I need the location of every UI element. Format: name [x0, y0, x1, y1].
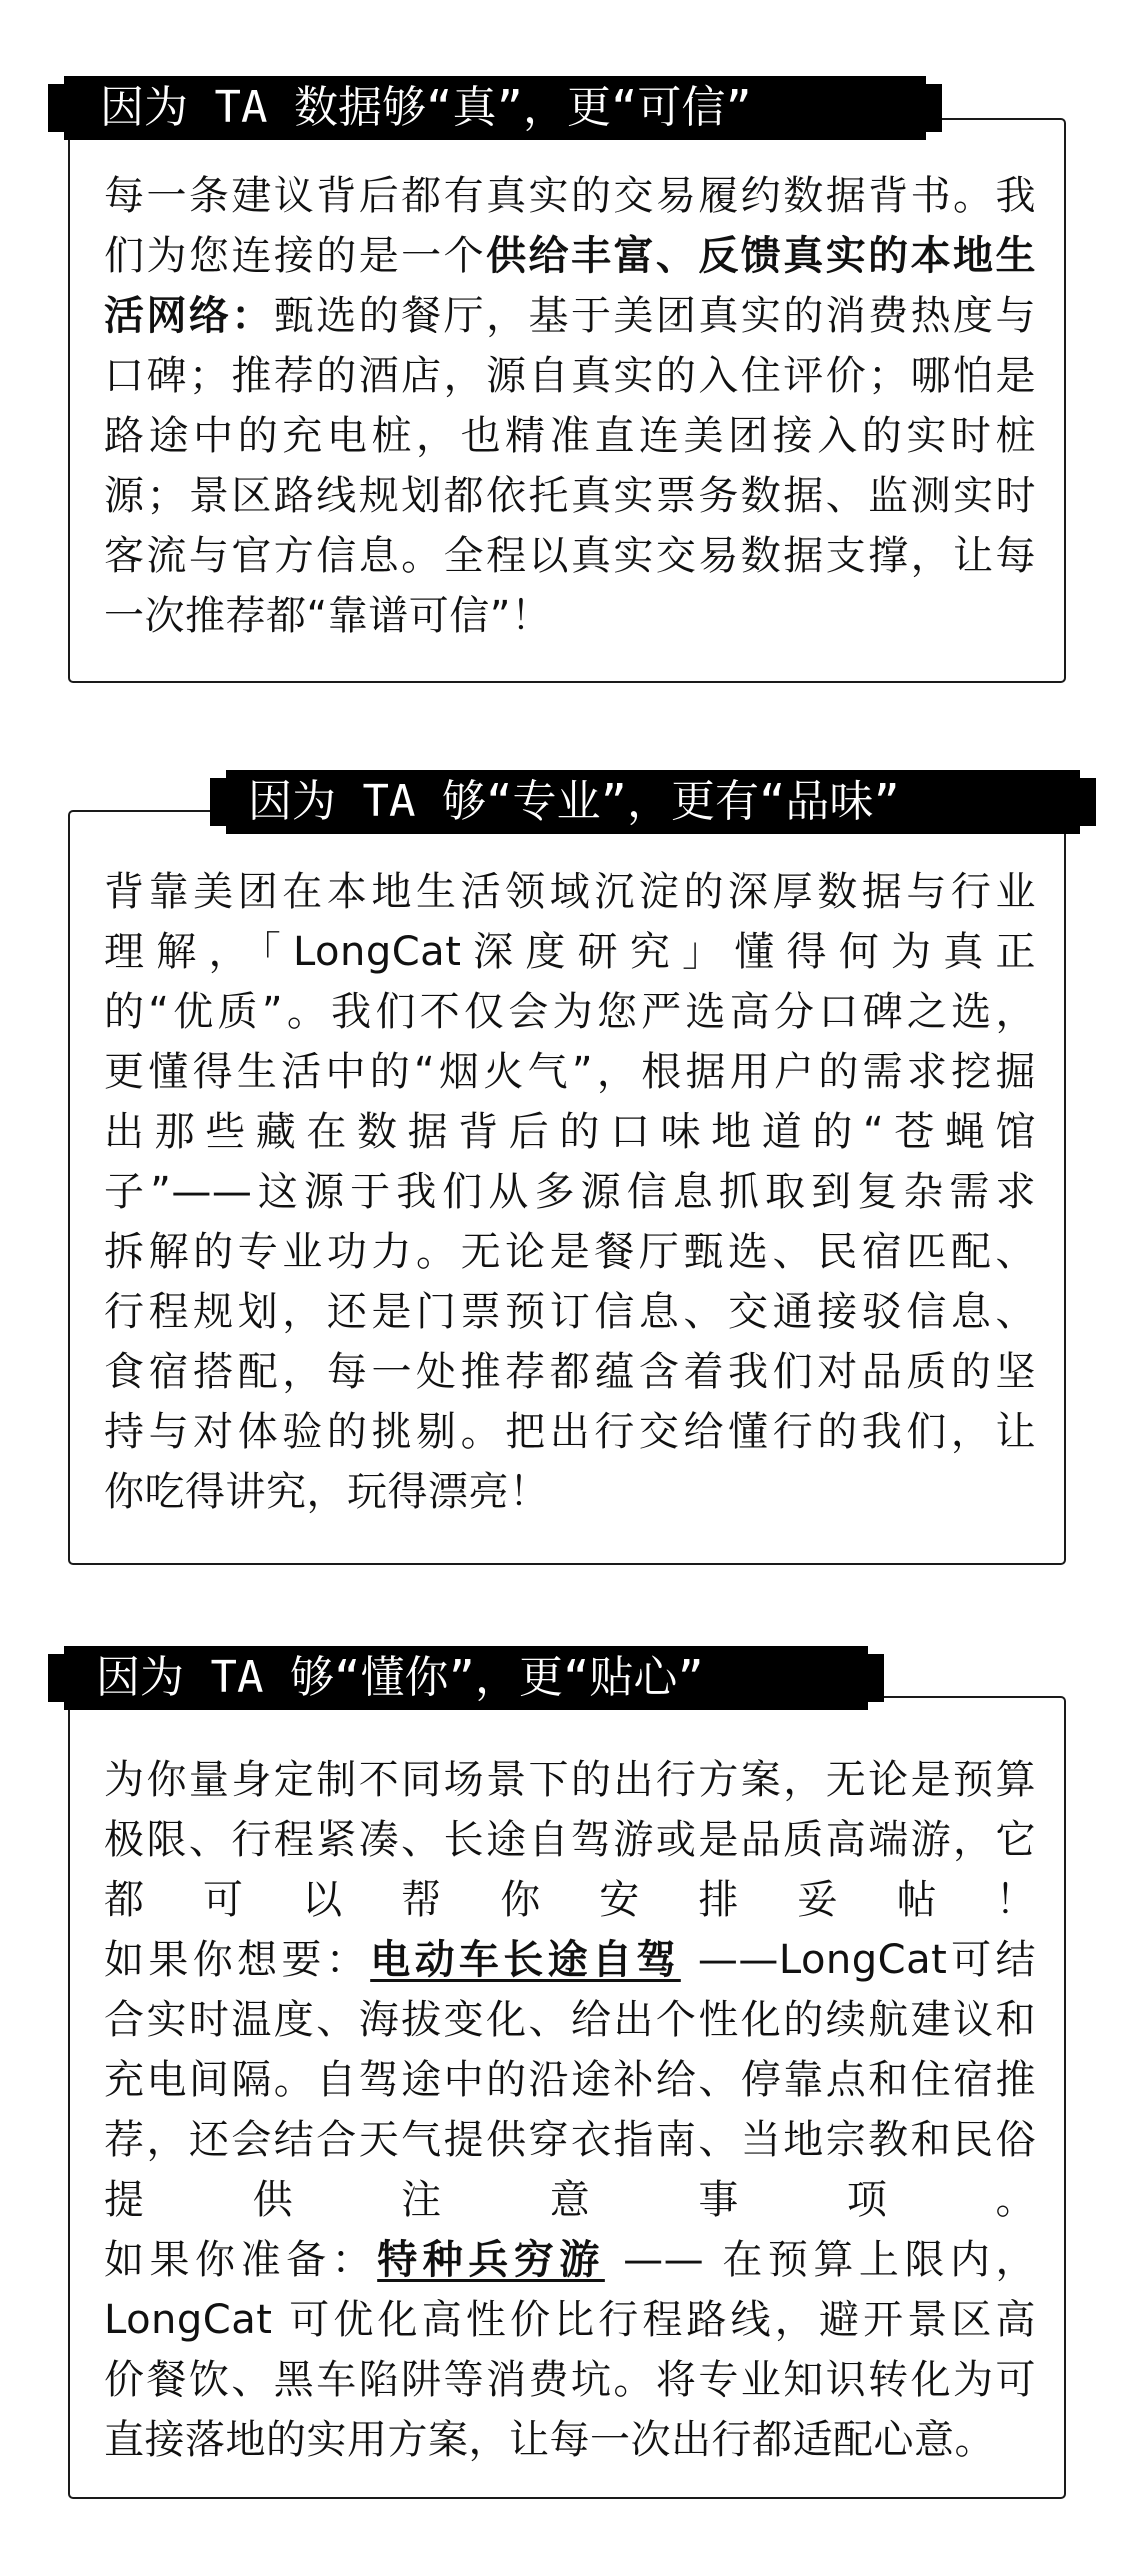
text-line: [104, 1810, 1036, 1870]
text-line: [104, 2410, 1036, 2470]
text-line: [104, 286, 1036, 346]
text-run: 食宿搭配，每一处推荐都蕴含着我们对品质的坚: [104, 1349, 1036, 1395]
highlight-keyword: 特种兵穷游: [377, 2237, 605, 2283]
text-line: [104, 1990, 1036, 2050]
text-line: [104, 226, 1036, 286]
text-run: 你吃得讲究，玩得漂亮！: [104, 1469, 550, 1515]
text-line: [104, 346, 1036, 406]
text-run: 拆解的专业功力。无论是餐厅甄选、民宿匹配、: [104, 1229, 1036, 1275]
text-line: [104, 2230, 1036, 2290]
text-run: 极限、行程紧凑、长途自驾游或是品质高端游，它: [104, 1817, 1036, 1863]
bold-text: 活网络：: [104, 293, 274, 339]
text-run: 甄选的餐厅，基于美团真实的消费热度与: [273, 293, 1037, 339]
section-trust-body: [104, 166, 1036, 646]
text-line: [104, 2350, 1036, 2410]
text-run: 价餐饮、黑车陷阱等消费坑。将专业知识转化为可: [104, 2357, 1036, 2403]
section-trust-title-banner: [56, 76, 934, 140]
text-line: [104, 982, 1036, 1042]
text-run: 源；景区路线规划都依托真实票务数据、监测实时: [104, 473, 1036, 519]
text-run: 子”——这源于我们从多源信息抓取到复杂需求: [104, 1169, 1036, 1215]
text-line: [104, 862, 1036, 922]
text-run: —— 在预算上限内，: [604, 2237, 1037, 2283]
bold-text: 供给丰富、反馈真实的本地生: [486, 233, 1037, 279]
text-line: [104, 1342, 1036, 1402]
text-run: 合实时温度、海拔变化、给出个性化的续航建议和: [104, 1997, 1036, 2043]
text-line: [104, 922, 1036, 982]
text-run: 客流与官方信息。全程以真实交易数据支撑，让每: [104, 533, 1036, 579]
text-line: [104, 1222, 1036, 1282]
text-run: 荐，还会结合天气提供穿衣指南、当地宗教和民俗: [104, 2117, 1036, 2163]
text-line: [104, 1750, 1036, 1810]
text-run: 更懂得生活中的“烟火气”，根据用户的需求挖掘: [104, 1049, 1036, 1095]
text-run: 们为您连接的是一个: [104, 233, 487, 279]
text-run: 路途中的充电桩，也精准直连美团接入的实时桩: [104, 413, 1036, 459]
section-professional-title: 因为 TA 够“专业”，更有“品味”: [248, 776, 900, 827]
text-run: 持与对体验的挑剔。把出行交给懂行的我们，让: [104, 1409, 1036, 1455]
text-run: 直接落地的实用方案，让每一次出行都适配心意。: [104, 2417, 995, 2463]
text-line: [104, 2050, 1036, 2110]
text-line: [104, 466, 1036, 526]
text-run: 一次推荐都“靠谱可信”！: [104, 593, 552, 639]
text-line: [104, 2170, 1036, 2230]
text-line: [104, 1462, 1036, 1522]
text-line: [104, 1102, 1036, 1162]
text-run: 如果你准备：: [104, 2237, 378, 2283]
section-thoughtful-title-banner: [56, 1646, 876, 1710]
text-run: ——LongCat可结: [680, 1937, 1037, 1983]
text-run: 充电间隔。自驾途中的沿途补给、停靠点和住宿推: [104, 2057, 1036, 2103]
text-run: 都可以帮你安排妥帖！: [104, 1877, 1036, 1923]
text-run: 如果你想要：: [104, 1937, 371, 1983]
section-thoughtful-body: [104, 1750, 1036, 2470]
text-line: [104, 526, 1036, 586]
text-line: [104, 586, 1036, 646]
text-run: LongCat 可优化高性价比行程路线，避开景区高: [104, 2297, 1036, 2343]
highlight-keyword: 电动车长途自驾: [370, 1937, 681, 1983]
text-run: 出那些藏在数据背后的口味地道的“苍蝇馆: [104, 1109, 1036, 1155]
section-professional-title-banner: [218, 770, 1088, 834]
text-line: [104, 1162, 1036, 1222]
section-professional-body: [104, 862, 1036, 1522]
text-run: 提供注意事项。: [104, 2177, 1036, 2223]
text-run: 行程规划，还是门票预订信息、交通接驳信息、: [104, 1289, 1036, 1335]
text-run: 为你量身定制不同场景下的出行方案，无论是预算: [104, 1757, 1036, 1803]
text-run: 的“优质”。我们不仅会为您严选高分口碑之选，: [104, 989, 1036, 1035]
text-run: 每一条建议背后都有真实的交易履约数据背书。我: [104, 173, 1036, 219]
text-run: 理解，「LongCat深度研究」懂得何为真正: [104, 929, 1036, 975]
text-line: [104, 1282, 1036, 1342]
text-line: [104, 406, 1036, 466]
text-line: [104, 1042, 1036, 1102]
text-line: [104, 1870, 1036, 1930]
text-line: [104, 2290, 1036, 2350]
section-trust-title: 因为 TA 数据够“真”，更“可信”: [100, 82, 752, 133]
text-run: 口碑；推荐的酒店，源自真实的入住评价；哪怕是: [104, 353, 1036, 399]
text-line: [104, 1402, 1036, 1462]
text-line: [104, 2110, 1036, 2170]
text-run: 背靠美团在本地生活领域沉淀的深厚数据与行业: [104, 869, 1036, 915]
section-thoughtful-title: 因为 TA 够“懂你”，更“贴心”: [96, 1652, 704, 1703]
text-line: [104, 1930, 1036, 1990]
text-line: [104, 166, 1036, 226]
